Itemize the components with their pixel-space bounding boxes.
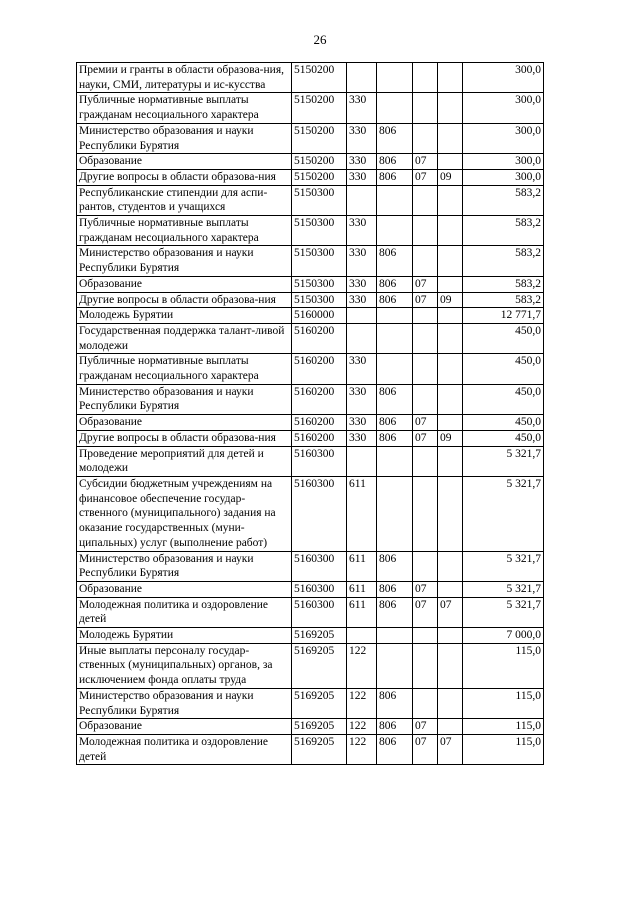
expense-type-cell: 611 [347,476,377,551]
section-code-cell [413,63,438,93]
department-code-cell [377,93,413,123]
table-row [77,734,544,764]
section-code-cell: 07 [413,276,438,292]
section-code-cell [413,308,438,324]
subsection-code-cell: 07 [438,734,463,764]
target-article-code-cell: 5160300 [292,476,347,551]
expense-type-cell [347,323,377,353]
table-row [77,323,544,353]
expense-type-cell: 611 [347,551,377,581]
subsection-code-cell: 09 [438,169,463,185]
amount-cell: 115,0 [463,719,544,735]
section-code-cell [413,446,438,476]
section-code-cell: 07 [413,415,438,431]
department-code-cell [377,63,413,93]
expense-type-cell: 122 [347,688,377,718]
section-code-cell: 07 [413,734,438,764]
row-name-cell: Министерство образования и науки Республики Бурятия [77,384,292,414]
row-name-cell: Министерство образования и науки Республики Бурятия [77,246,292,276]
department-code-cell [377,185,413,215]
department-code-cell [377,643,413,688]
amount-cell: 583,2 [463,185,544,215]
department-code-cell [377,446,413,476]
subsection-code-cell [438,308,463,324]
row-name-cell: Другие вопросы в области образова-ния [77,292,292,308]
amount-cell: 115,0 [463,643,544,688]
section-code-cell [413,628,438,644]
table-row [77,688,544,718]
section-code-cell: 07 [413,169,438,185]
expense-type-cell: 330 [347,430,377,446]
target-article-code-cell: 5150200 [292,123,347,153]
department-code-cell [377,308,413,324]
expense-type-cell: 330 [347,154,377,170]
subsection-code-cell [438,415,463,431]
table-row [77,169,544,185]
section-code-cell: 07 [413,154,438,170]
table-row [77,154,544,170]
department-code-cell [377,476,413,551]
subsection-code-cell [438,581,463,597]
expense-type-cell: 330 [347,384,377,414]
row-name-cell: Государственная поддержка талант-ливой молодежи [77,323,292,353]
expense-type-cell: 330 [347,169,377,185]
section-code-cell [413,476,438,551]
amount-cell: 450,0 [463,323,544,353]
target-article-code-cell: 5150300 [292,246,347,276]
amount-cell: 5 321,7 [463,551,544,581]
target-article-code-cell: 5150200 [292,169,347,185]
target-article-code-cell: 5160200 [292,415,347,431]
expense-type-cell [347,446,377,476]
section-code-cell [413,216,438,246]
target-article-code-cell: 5150300 [292,185,347,215]
table-row [77,63,544,93]
target-article-code-cell: 5169205 [292,628,347,644]
target-article-code-cell: 5169205 [292,688,347,718]
subsection-code-cell [438,628,463,644]
department-code-cell: 806 [377,415,413,431]
subsection-code-cell [438,63,463,93]
table-row [77,719,544,735]
amount-cell: 115,0 [463,688,544,718]
department-code-cell: 806 [377,123,413,153]
subsection-code-cell [438,123,463,153]
expense-type-cell: 330 [347,292,377,308]
row-name-cell: Премии и гранты в области образова-ния, науки, СМИ, литературы и ис-кусства [77,63,292,93]
department-code-cell: 806 [377,246,413,276]
expense-type-cell: 330 [347,216,377,246]
target-article-code-cell: 5150300 [292,292,347,308]
expense-type-cell: 611 [347,581,377,597]
expense-type-cell: 611 [347,597,377,627]
amount-cell: 5 321,7 [463,597,544,627]
amount-cell: 450,0 [463,430,544,446]
amount-cell: 7 000,0 [463,628,544,644]
amount-cell: 300,0 [463,169,544,185]
row-name-cell: Молодежная политика и оздоровление детей [77,597,292,627]
table-row [77,581,544,597]
table-row [77,276,544,292]
row-name-cell: Молодежная политика и оздоровление детей [77,734,292,764]
section-code-cell [413,123,438,153]
department-code-cell [377,323,413,353]
row-name-cell: Субсидии бюджетным учреждениям на финансовое обеспечение государ-ственного (муниципального) задания на оказание государственных (муни-ципальных) услуг (выполнение работ) [77,476,292,551]
department-code-cell: 806 [377,551,413,581]
expense-type-cell [347,185,377,215]
department-code-cell: 806 [377,597,413,627]
expense-type-cell [347,308,377,324]
row-name-cell: Образование [77,154,292,170]
expense-type-cell: 330 [347,276,377,292]
department-code-cell: 806 [377,384,413,414]
amount-cell: 300,0 [463,123,544,153]
expense-type-cell: 330 [347,123,377,153]
table-row [77,93,544,123]
target-article-code-cell: 5169205 [292,643,347,688]
expense-type-cell: 330 [347,415,377,431]
subsection-code-cell [438,323,463,353]
section-code-cell [413,384,438,414]
amount-cell: 300,0 [463,93,544,123]
amount-cell: 583,2 [463,292,544,308]
row-name-cell: Публичные нормативные выплаты гражданам несоциального характера [77,354,292,384]
expense-type-cell [347,63,377,93]
department-code-cell: 806 [377,719,413,735]
row-name-cell: Публичные нормативные выплаты гражданам несоциального характера [77,93,292,123]
section-code-cell [413,323,438,353]
section-code-cell [413,93,438,123]
table-row [77,384,544,414]
amount-cell: 300,0 [463,63,544,93]
target-article-code-cell: 5160200 [292,430,347,446]
section-code-cell [413,185,438,215]
section-code-cell: 07 [413,430,438,446]
department-code-cell [377,354,413,384]
department-code-cell: 806 [377,292,413,308]
budget-table-body [77,63,544,765]
row-name-cell: Министерство образования и науки Республики Бурятия [77,688,292,718]
amount-cell: 583,2 [463,276,544,292]
department-code-cell: 806 [377,581,413,597]
department-code-cell: 806 [377,688,413,718]
table-row [77,246,544,276]
target-article-code-cell: 5160200 [292,384,347,414]
target-article-code-cell: 5150200 [292,93,347,123]
table-row [77,597,544,627]
target-article-code-cell: 5150200 [292,154,347,170]
row-name-cell: Другие вопросы в области образова-ния [77,430,292,446]
subsection-code-cell [438,185,463,215]
table-row [77,476,544,551]
amount-cell: 583,2 [463,216,544,246]
amount-cell: 450,0 [463,354,544,384]
expense-type-cell: 122 [347,734,377,764]
section-code-cell [413,643,438,688]
target-article-code-cell: 5160300 [292,551,347,581]
row-name-cell: Молодежь Бурятии [77,308,292,324]
department-code-cell: 806 [377,430,413,446]
subsection-code-cell [438,446,463,476]
subsection-code-cell [438,384,463,414]
subsection-code-cell [438,246,463,276]
subsection-code-cell [438,643,463,688]
department-code-cell: 806 [377,154,413,170]
expense-type-cell: 330 [347,93,377,123]
section-code-cell [413,551,438,581]
target-article-code-cell: 5160200 [292,323,347,353]
expense-type-cell: 330 [347,246,377,276]
subsection-code-cell [438,276,463,292]
subsection-code-cell [438,476,463,551]
target-article-code-cell: 5150300 [292,276,347,292]
amount-cell: 5 321,7 [463,581,544,597]
amount-cell: 115,0 [463,734,544,764]
table-row [77,551,544,581]
section-code-cell [413,354,438,384]
expense-type-cell [347,628,377,644]
table-row [77,292,544,308]
subsection-code-cell [438,154,463,170]
target-article-code-cell: 5150300 [292,216,347,246]
section-code-cell: 07 [413,292,438,308]
section-code-cell: 07 [413,597,438,627]
subsection-code-cell: 09 [438,292,463,308]
table-row [77,415,544,431]
subsection-code-cell [438,93,463,123]
row-name-cell: Образование [77,276,292,292]
department-code-cell: 806 [377,734,413,764]
section-code-cell: 07 [413,719,438,735]
table-row [77,308,544,324]
section-code-cell: 07 [413,581,438,597]
row-name-cell: Республиканские стипендии для аспи-рантов, студентов и учащихся [77,185,292,215]
subsection-code-cell: 07 [438,597,463,627]
department-code-cell: 806 [377,276,413,292]
section-code-cell [413,246,438,276]
amount-cell: 583,2 [463,246,544,276]
table-row [77,185,544,215]
amount-cell: 300,0 [463,154,544,170]
expense-type-cell: 122 [347,719,377,735]
amount-cell: 450,0 [463,415,544,431]
table-row [77,123,544,153]
row-name-cell: Образование [77,581,292,597]
target-article-code-cell: 5160000 [292,308,347,324]
row-name-cell: Молодежь Бурятии [77,628,292,644]
target-article-code-cell: 5160200 [292,354,347,384]
page-number: 26 [313,32,327,47]
amount-cell: 5 321,7 [463,476,544,551]
target-article-code-cell: 5150200 [292,63,347,93]
target-article-code-cell: 5169205 [292,719,347,735]
department-code-cell: 806 [377,169,413,185]
row-name-cell: Образование [77,719,292,735]
row-name-cell: Иные выплаты персоналу государ-ственных (муниципальных) органов, за исключением фонда оплаты труда [77,643,292,688]
subsection-code-cell [438,216,463,246]
amount-cell: 450,0 [463,384,544,414]
table-row [77,628,544,644]
target-article-code-cell: 5169205 [292,734,347,764]
amount-cell: 12 771,7 [463,308,544,324]
subsection-code-cell [438,688,463,718]
row-name-cell: Образование [77,415,292,431]
target-article-code-cell: 5160300 [292,446,347,476]
section-code-cell [413,688,438,718]
target-article-code-cell: 5160300 [292,597,347,627]
table-row [77,446,544,476]
subsection-code-cell [438,354,463,384]
subsection-code-cell: 09 [438,430,463,446]
row-name-cell: Министерство образования и науки Республики Бурятия [77,551,292,581]
expense-type-cell: 122 [347,643,377,688]
subsection-code-cell [438,719,463,735]
department-code-cell [377,628,413,644]
amount-cell: 5 321,7 [463,446,544,476]
subsection-code-cell [438,551,463,581]
target-article-code-cell: 5160300 [292,581,347,597]
expense-type-cell: 330 [347,354,377,384]
row-name-cell: Проведение мероприятий для детей и молодежи [77,446,292,476]
table-row [77,430,544,446]
row-name-cell: Публичные нормативные выплаты гражданам несоциального характера [77,216,292,246]
department-code-cell [377,216,413,246]
budget-table [76,62,544,765]
table-row [77,216,544,246]
row-name-cell: Другие вопросы в области образова-ния [77,169,292,185]
table-row [77,643,544,688]
row-name-cell: Министерство образования и науки Республики Бурятия [77,123,292,153]
table-row [77,354,544,384]
